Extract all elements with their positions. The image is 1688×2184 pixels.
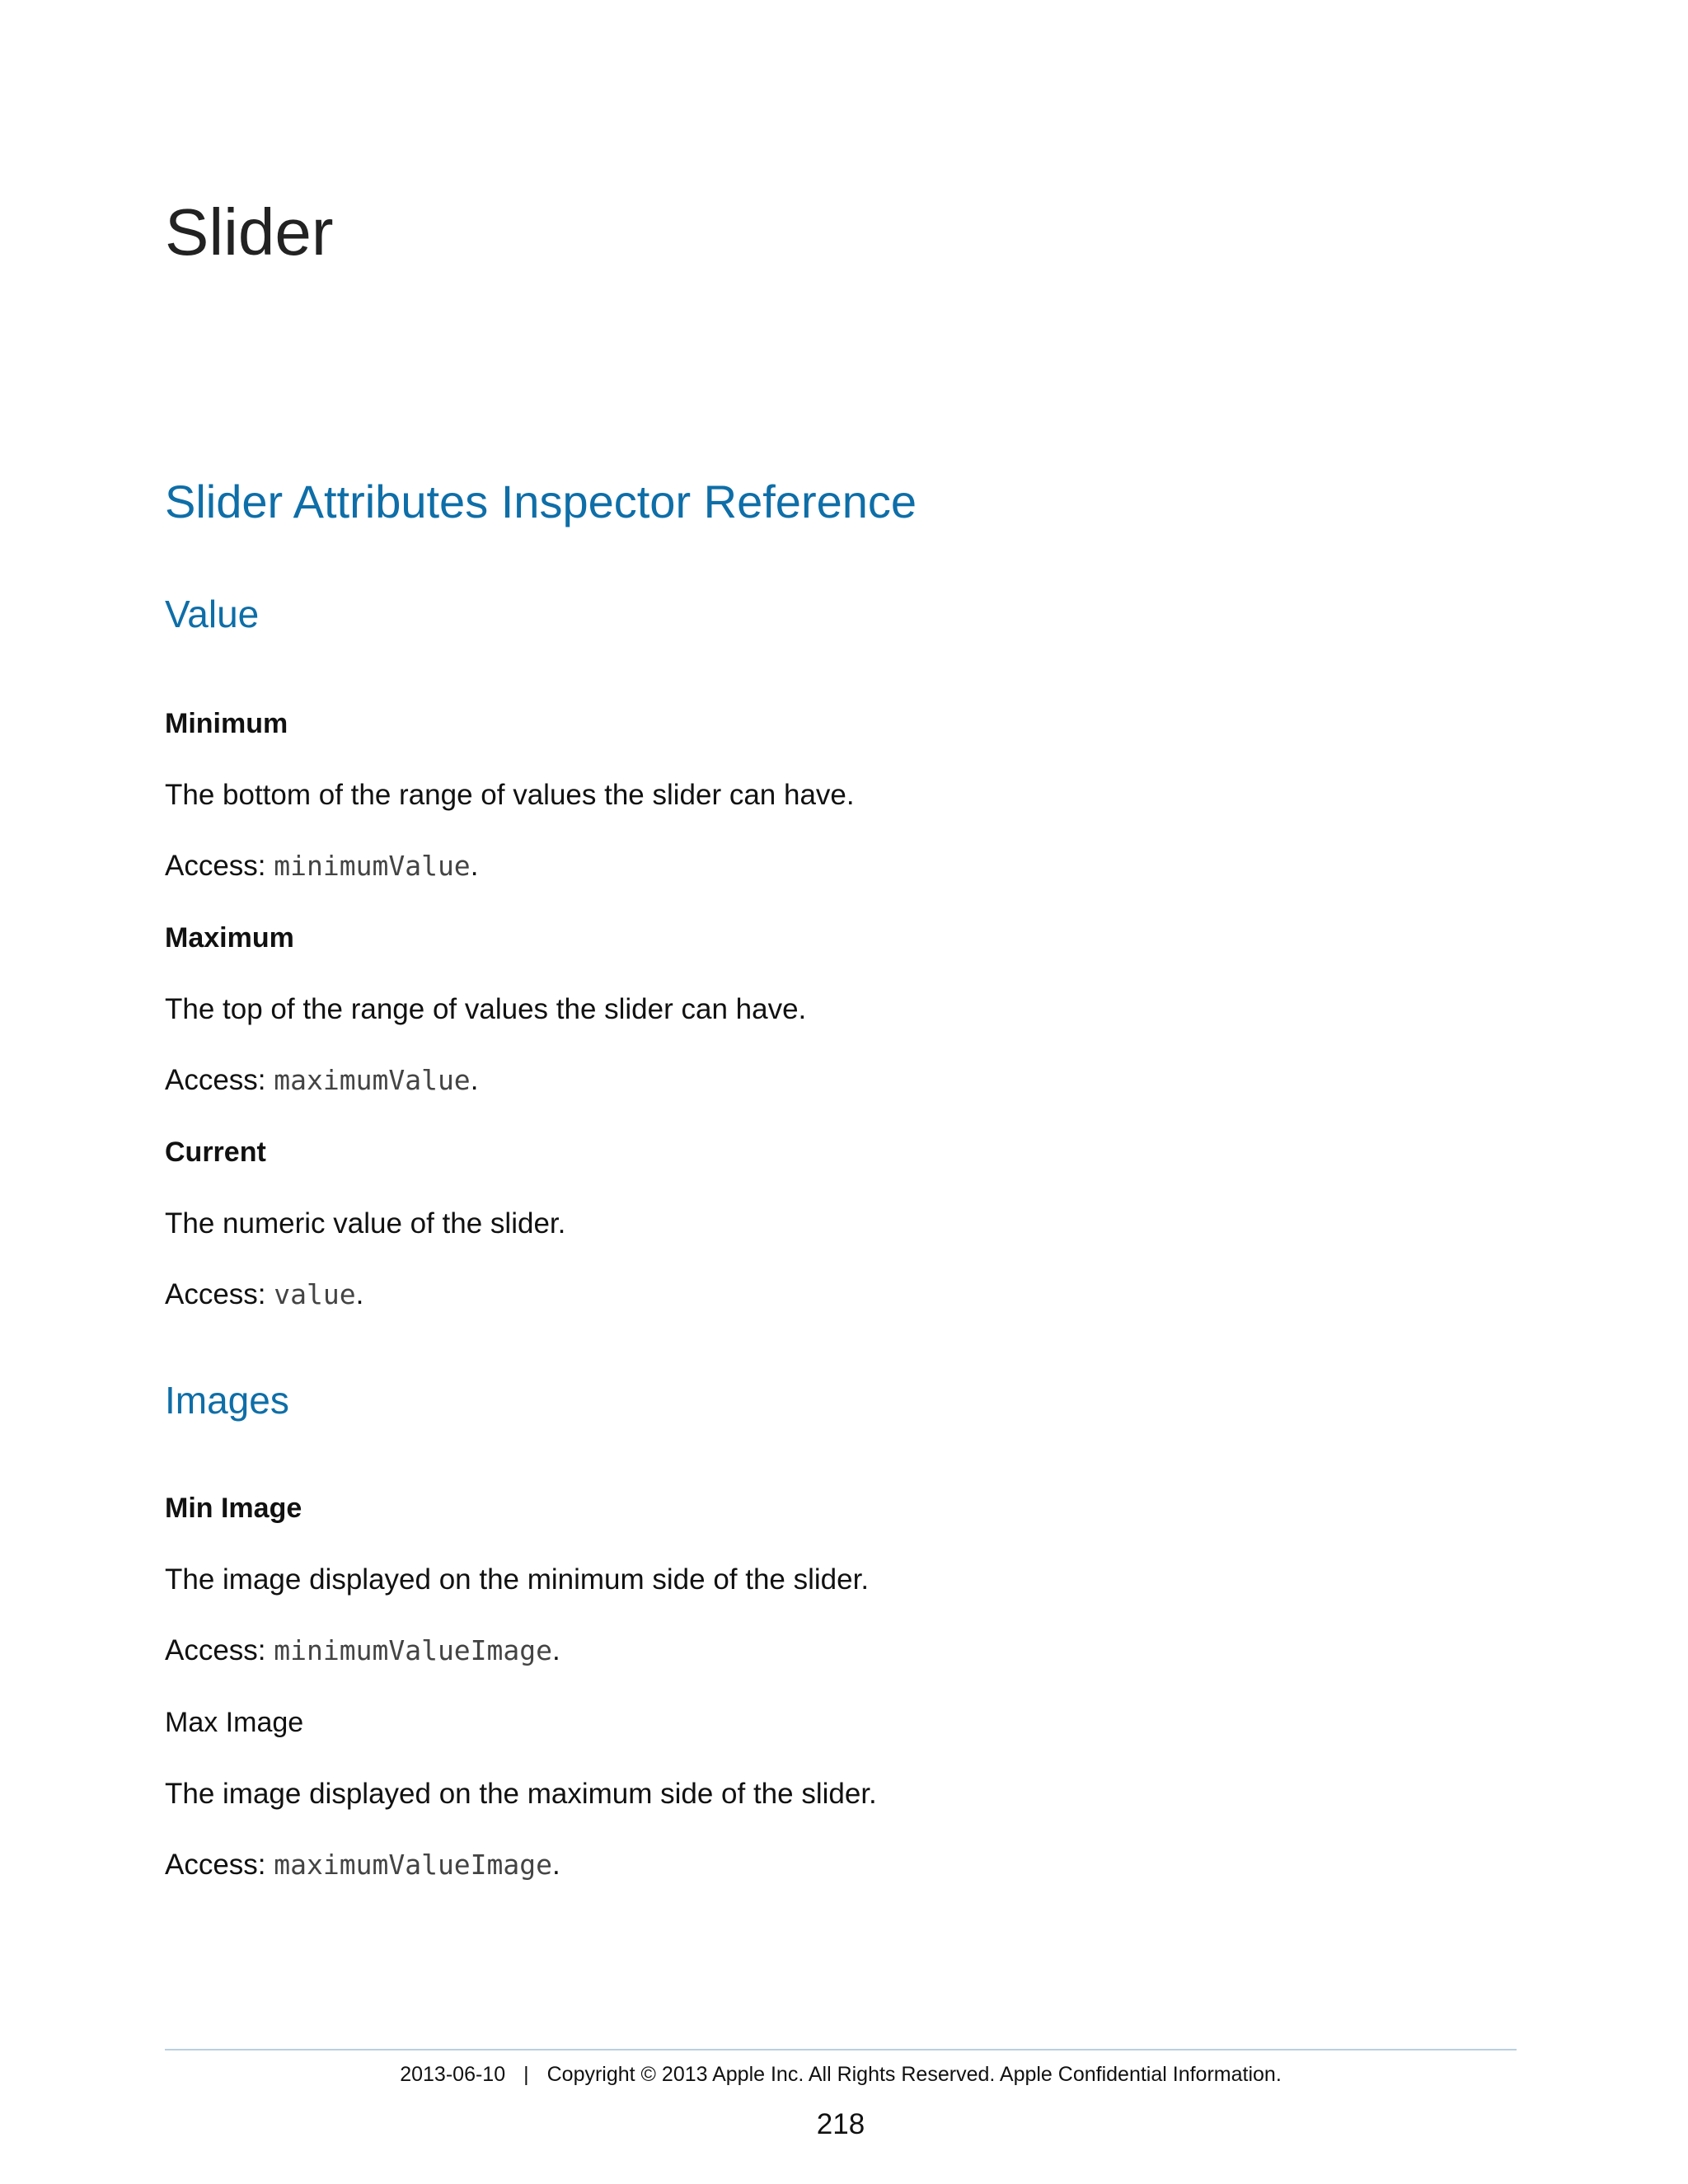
footer-divider	[165, 2049, 1517, 2050]
term-max-image: Max Image	[165, 1707, 304, 1738]
access-maximum	[165, 1062, 478, 1099]
access-suffix: .	[470, 850, 479, 882]
access-minimum	[165, 847, 478, 885]
access-label: Access:	[165, 1278, 274, 1310]
page-number: 218	[816, 2108, 865, 2140]
description-minimum: The bottom of the range of values the slider can have.	[165, 779, 855, 811]
access-suffix: .	[355, 1278, 364, 1310]
access-suffix: .	[470, 1064, 479, 1096]
access-code-minimum: minimumValue	[274, 850, 471, 882]
footer-copyright: Copyright © 2013 Apple Inc. All Rights Reserved. Apple Confidential Information.	[546, 2063, 1282, 2086]
access-current	[165, 1276, 363, 1314]
term-min-image: Min Image	[165, 1493, 302, 1524]
access-label: Access:	[165, 1634, 274, 1666]
term-current: Current	[165, 1137, 266, 1168]
subsection-images-heading: Images	[165, 1379, 289, 1422]
footer-text	[165, 2060, 1517, 2088]
description-max-image: The image displayed on the maximum side of the slider.	[165, 1778, 877, 1810]
description-current: The numeric value of the slider.	[165, 1207, 566, 1240]
section-title: Slider Attributes Inspector Reference	[165, 476, 917, 527]
description-min-image: The image displayed on the minimum side of the slider.	[165, 1563, 870, 1596]
access-label: Access:	[165, 1064, 274, 1096]
access-label: Access:	[165, 850, 274, 882]
term-maximum: Maximum	[165, 922, 294, 954]
subsection-value-heading: Value	[165, 593, 260, 635]
access-max-image	[165, 1846, 560, 1884]
access-code-maximum: maximumValue	[274, 1064, 471, 1096]
access-suffix: .	[552, 1849, 560, 1881]
term-minimum: Minimum	[165, 708, 288, 739]
access-code-current: value	[274, 1278, 356, 1310]
access-code-max-image: maximumValueImage	[274, 1849, 553, 1881]
chapter-title: Slider	[165, 195, 334, 269]
access-suffix: .	[552, 1634, 560, 1666]
description-maximum: The top of the range of values the slider can have.	[165, 993, 807, 1025]
access-code-min-image: minimumValueImage	[274, 1634, 553, 1666]
access-label: Access:	[165, 1849, 274, 1881]
access-min-image	[165, 1632, 560, 1670]
footer-separator: |	[523, 2063, 529, 2086]
footer-date: 2013-06-10	[400, 2063, 506, 2086]
